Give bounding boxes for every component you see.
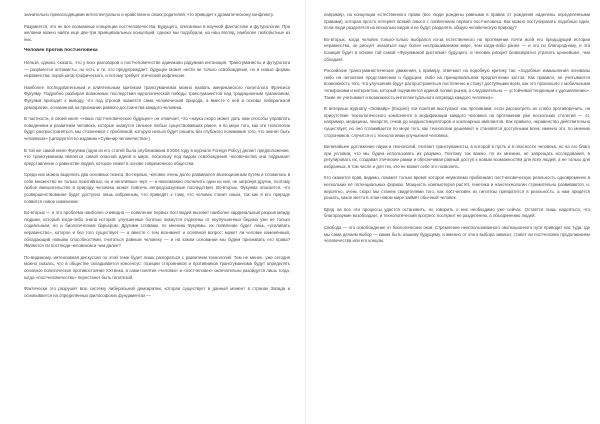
paragraph: В частности, в своей книге «Наше постчеловеческое будущее» он отмечает, что «наука скоро может дать нам способы управлять поведением и развитием человека, которые окажутся сильнее любых существовавших ранее, и по мере того, как эти технологии будут распространяться, мы столкнемся с проблемой, которую нельзя будет решить без глубокого понимания того, что значит быть человеком» (цитируется по изданию «Сувенир человечества»). bbox=[24, 116, 290, 141]
page-gutter bbox=[305, 0, 306, 424]
paragraph: Во-вторых — и это проблема наиболее очевидна — появление первых постлюдей вызовет наиболее кардинальный разрыв между людьми, который когда-либо знала история: улучшенные богатые окажутся отделены от неулучшенных бедных уже не только социальным, но и биологическим барьером. Другими словами, по мнению Фукуямы, их появление будет лишь «усиливать неравенство», которое и без того существует — а вместе с тем возникнет и основной вопрос: может ли человек изменённый, обладающий новыми способностями, считаться равным человеку — и на каком основании мы будем признавать его права? Являются ли постлюди человеком и чем далее? bbox=[24, 210, 290, 249]
paragraph: Нельзя, однако, сказать, что у всех разговоров о постчеловечестве одинаково радужная интонация. Трансгуманисты и футурологи — разумеется оптимисты, но есть и те, кто предупреждает: будущее может нести не только освобождение, но и новые формы неравенства, порой катастрофического, и потому требует этической рефлексии. bbox=[24, 59, 290, 79]
paragraph: Российские трансгуманистические движения, к примеру, отвечают на подобную критику так: «подобные измышления основаны либо на неполном представлении о будущем, либо на принципиальном предпочтении застоя. Как правило, не учитывается возможность того, что улучшения будут распространяться постепенно и станут доступными всем, как это произошло с мобильными телефонами и интернетом, который подчиняется единой логике рынка, а следовательно — устойчивой тенденции к удешевлению». Такие не учитывают и возможность интеллектуального апгрейда каждого человека». bbox=[324, 68, 590, 100]
paragraph: По-видимому, интенсивная дискуссия по этой теме будет лишь разгораться с развитием технологий. Тем не менее, уже сегодня можно сказать, что в обществе складывается консенсус: позиции сторонников и противников трансгуманизма будут определять основное политическое противостояние XXI века, а сами понятия «человек» и «постчеловек» окончательно разойдутся лишь тогда, когда «постчеловечество» перестанет быть гипотезой. bbox=[24, 254, 290, 280]
paragraph: В той же самой книге Фукуяма (одна из его статей была опубликована в 2004 году в журнале Foreign Policy) делает предположение, что трансгуманизм является самой опасной идеей в мире, поскольку под видом освобождения человечества она подрывает представление о равенстве людей, которое лежит в основе современного общества. bbox=[24, 147, 290, 166]
paragraph: Вряд ли все эти процессы удастся остановить, но говорить о них необходимо уже сейчас. Остаётся лишь надеяться, что благоразумие возобладает, и технологический прогресс послужит не разделению, а объединению людей. bbox=[324, 206, 590, 219]
left-page bbox=[24, 12, 290, 416]
paragraph: В интервью журналу «Эсквайр» (Esquire) эти понятия выступают как противники, если рассмотреть их слабо противоречить, на присутствие технологического компонента в модификации каждого человека на протяжении уже нескольких столетий — от, например, медицины, лекарств, очков до кардиостимуляторов и кохлеарных имплантов. Как правило, неравенство действительно существует, но оно сглаживается по мере того, как технологии дешевеют и становятся доступными всем; именно это, по мнению сторонников, случится и с технологиями улучшения человека. bbox=[324, 106, 590, 138]
paragraph: Среди них можно выделить два основных тезиса. Во-первых, человек очень долго развивался эволюционным путём и сложилось в себе множество не только позитивных, но и негативных черт — и невозможно отключить одни из них, не затронув другие, поэтому любое вмешательство в природу человека может повлечь непредсказуемые последствия. Во-вторых, Фукуяма опасается, что усовершенствование будет доступно лишь избранным, что приведёт к тому, что человек станет иным, так как в его природе появится новое изменение. bbox=[24, 172, 290, 204]
section-title: Человек против постчеловека bbox=[24, 48, 98, 54]
paragraph: Наиболее последовательным и влиятельным критиком трансгуманизма можно назвать американского политолога Фрэнсиса Фукуяму. Подробно разбирая возможные последствия идеологической победы трансгуманистов над традиционным гуманизмом, Фукуяма приходит к выводу, что под угрозой окажется сама человеческая природа, а вместе с ней и основы либеральной демократии, основанной на признании равного достоинства каждого человека. bbox=[24, 84, 290, 110]
paragraph: например, на концепции естественного права (все люди рождены равными в правах от рождения наделены определёнными правами), которая просто потеряет всякий смысл с появлением первого постчеловека. Как можно постулировать подобные идеи, если люди разделятся на несколько видов и не будут разделять общую человеческую природу? bbox=[324, 12, 590, 31]
paragraph: значительно превосходящими интеллектуально и нравственно своих родителей, что приводит к драматическому конфликту. bbox=[24, 12, 274, 17]
paragraph: Кто окажется прав, видимо, покажет только время: которое неумолимо приближает постчеловеческую реальность одновременно в нескольких её потенциальных формах. Мощность компьютеров растёт, генетика и нанотехнологии стремительно развиваются, и, вероятно, очень скоро мы станем свидетелями того, как постчеловек из гипотезы превратится в реальность, а нам придётся решать, какое место в этом новом мире займёт обычный человек. bbox=[324, 175, 590, 201]
right-page bbox=[324, 12, 590, 416]
paragraph: Фактически это разрушит всю систему либеральной демократии, которая существует в данный момент в странах Запада и основывается на определённых философских фундаментах — bbox=[24, 286, 290, 298]
paragraph: Свобода — это освобождение от биологических оков. Стремление неиспользованного эволюционного пути приводит нас туда, где мы сами делаем выбор — каким быть нашему будущему, и именно от этого выбора зависит, станет ли постчеловек продолжением человечества или его концом. bbox=[324, 225, 590, 244]
paragraph: Во-вторых, когда человек только-только выбрался из-за естественного на протяжении почти всей его предыдущей истории неравенства, он рискует оказаться еще более неспрашиваемом мире, чем когда-либо ранее — и это по благородному, и эта позиция будет в основе той самой «Фукуяминой дистопии» будущего, и человек рискует безвозвратно утратить ценнейшее, чем обладает. bbox=[324, 36, 590, 62]
paragraph: Величайшее достижение науки и технологий, считают трансгуманисты, в которой в пусть и в опасности человека, но на его благо при условии, что мы будем использовать их разумно. Поэтому так важно, по их мнению, не запрещать исследования, а регулировать их, создавая этические рамки и обеспечивая равный доступ к новым возможностям для всех людей, а не только для избранных, в том числе и для тех, кто не может себе это позволить. bbox=[324, 144, 590, 169]
paragraph: Разумеется, это не все возможные концепции постчеловечества. Будущего, описанные в научной фантастике и футурологии. При желании можно найти еще две-три принципиальных концепций, однако мы подобрали, на наш взгляд, наиболее любопытные из них. bbox=[24, 23, 290, 42]
